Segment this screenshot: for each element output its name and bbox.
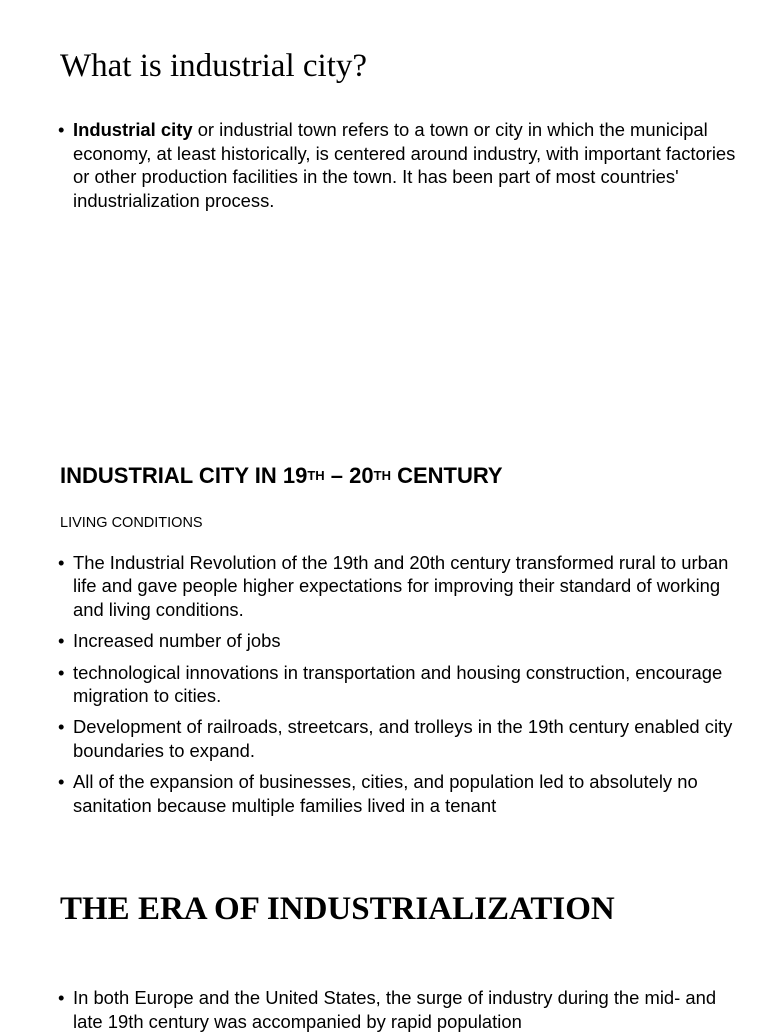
definition-text: or industrial town refers to a town or city in which the municipal economy, at least historically, is centered around industry, with important factories or other production facilities in the town. It has been part of most countries' industrialization process. — [73, 119, 736, 211]
bullet-list — [58, 986, 738, 1033]
bullet-icon: • — [58, 987, 65, 1008]
list-item-text: Development of railroads, streetcars, and trolleys in the 19th century enabled city boundaries to expand. — [73, 716, 733, 761]
title-part: CENTURY — [390, 463, 503, 488]
list-item-text: Increased number of jobs — [73, 630, 281, 652]
bullet-icon: • — [58, 552, 65, 573]
title-part: INDUSTRIAL CITY IN 19 — [60, 463, 308, 488]
slide-title: What is industrial city? — [60, 48, 368, 84]
title-superscript: TH — [307, 468, 325, 483]
list-item-text: All of the expansion of businesses, cities, and population led to absolutely no sanitation because multiple families lived in a tenant — [73, 771, 698, 816]
title-part: – 20 — [324, 463, 374, 488]
bullet-icon: • — [58, 716, 65, 738]
slide-title: THE ERA OF INDUSTRIALIZATION — [60, 891, 615, 927]
list-item — [58, 986, 738, 1033]
list-item-text: In both Europe and the United States, the surge of industry during the mid- and late 19th century was accompanied by rapid population — [73, 987, 717, 1032]
list-item-text: technological innovations in transportation and housing construction, encourage migration to cities. — [73, 661, 723, 707]
bullet-icon: • — [58, 119, 65, 140]
bullet-icon: • — [58, 630, 65, 652]
list-item-text: The Industrial Revolution of the 19th and 20th century transformed rural to urban life and gave people higher expectations for improving their standard of working and living conditions. — [73, 552, 729, 620]
title-superscript: TH — [373, 468, 391, 483]
bullet-icon: • — [58, 771, 65, 793]
term-bold: Industrial city — [73, 119, 193, 140]
sub-heading: LIVING CONDITIONS — [60, 515, 203, 531]
bullet-icon: • — [58, 661, 65, 683]
